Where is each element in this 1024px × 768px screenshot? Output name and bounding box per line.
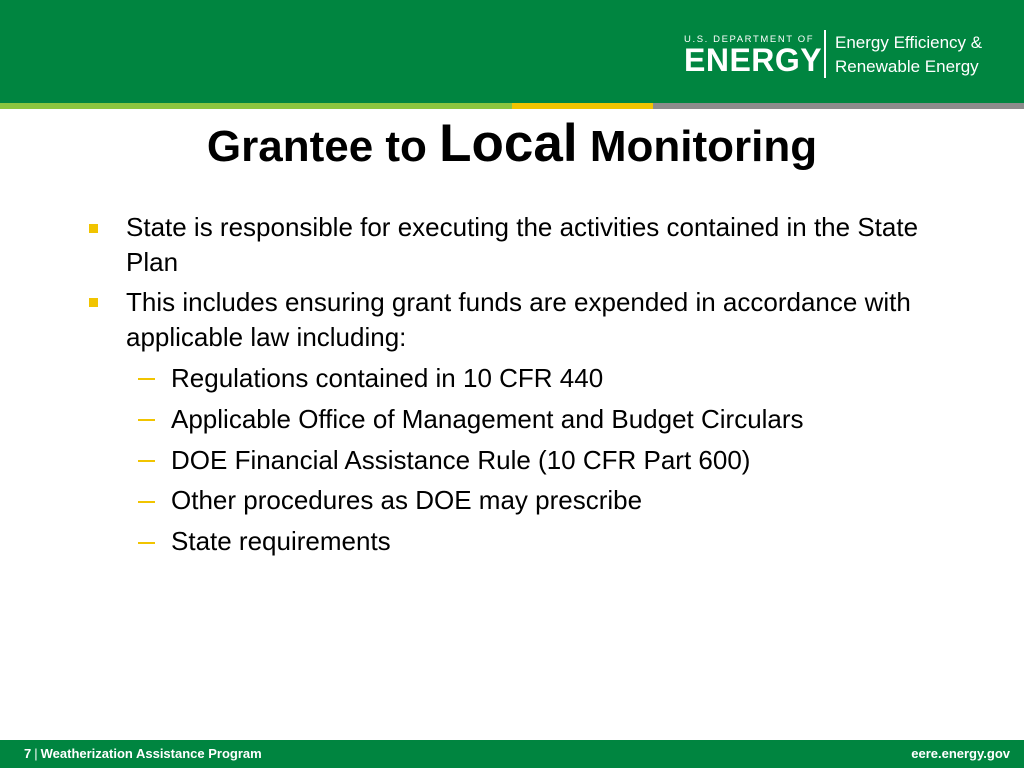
sub-bullet-item: Regulations contained in 10 CFR 440 [171,363,604,393]
footer-separator: | [34,746,38,761]
title-part1: Grantee to [206,122,440,171]
bullet-item: State is responsible for executing the activities contained in the State Plan [126,212,919,277]
logo-office-line2: Renewable Energy [835,57,979,76]
bullet-item: This includes ensuring grant funds are expended in accordance with applicable law including: [126,287,911,352]
logo-agency-name: ENERGY [684,42,823,78]
sub-bullet-item: State requirements [171,526,391,556]
title-part2: Local [439,114,578,173]
accent-stripe-yellow [512,103,653,109]
logo-office-name [835,31,1015,79]
logo-office-line1: Energy Efficiency & [835,33,983,52]
dash-bullet-icon [138,378,155,380]
page-number: 7 [24,746,32,761]
accent-stripe-green [0,103,512,109]
sub-bullet-item: DOE Financial Assistance Rule (10 CFR Part 600) [171,445,751,475]
dash-bullet-icon [138,460,155,462]
program-name: Weatherization Assistance Program [40,746,262,761]
accent-stripe-gray [653,103,1024,109]
logo-divider [824,30,826,78]
sub-bullet-item: Other procedures as DOE may prescribe [171,485,643,515]
footer-bar [0,740,1024,768]
sub-bullet-item: Applicable Office of Management and Budget Circulars [171,404,804,434]
website-link[interactable]: eere.energy.gov [911,746,1010,761]
dash-bullet-icon [138,542,155,544]
footer-left [24,746,262,761]
logo-department-label: U.S. DEPARTMENT OF [684,34,815,45]
header-band [0,0,1024,103]
square-bullet-icon [89,224,98,233]
slide-title [0,112,1024,179]
square-bullet-icon [89,298,98,307]
dash-bullet-icon [138,419,155,421]
dash-bullet-icon [138,501,155,503]
title-part3: Monitoring [577,122,818,171]
